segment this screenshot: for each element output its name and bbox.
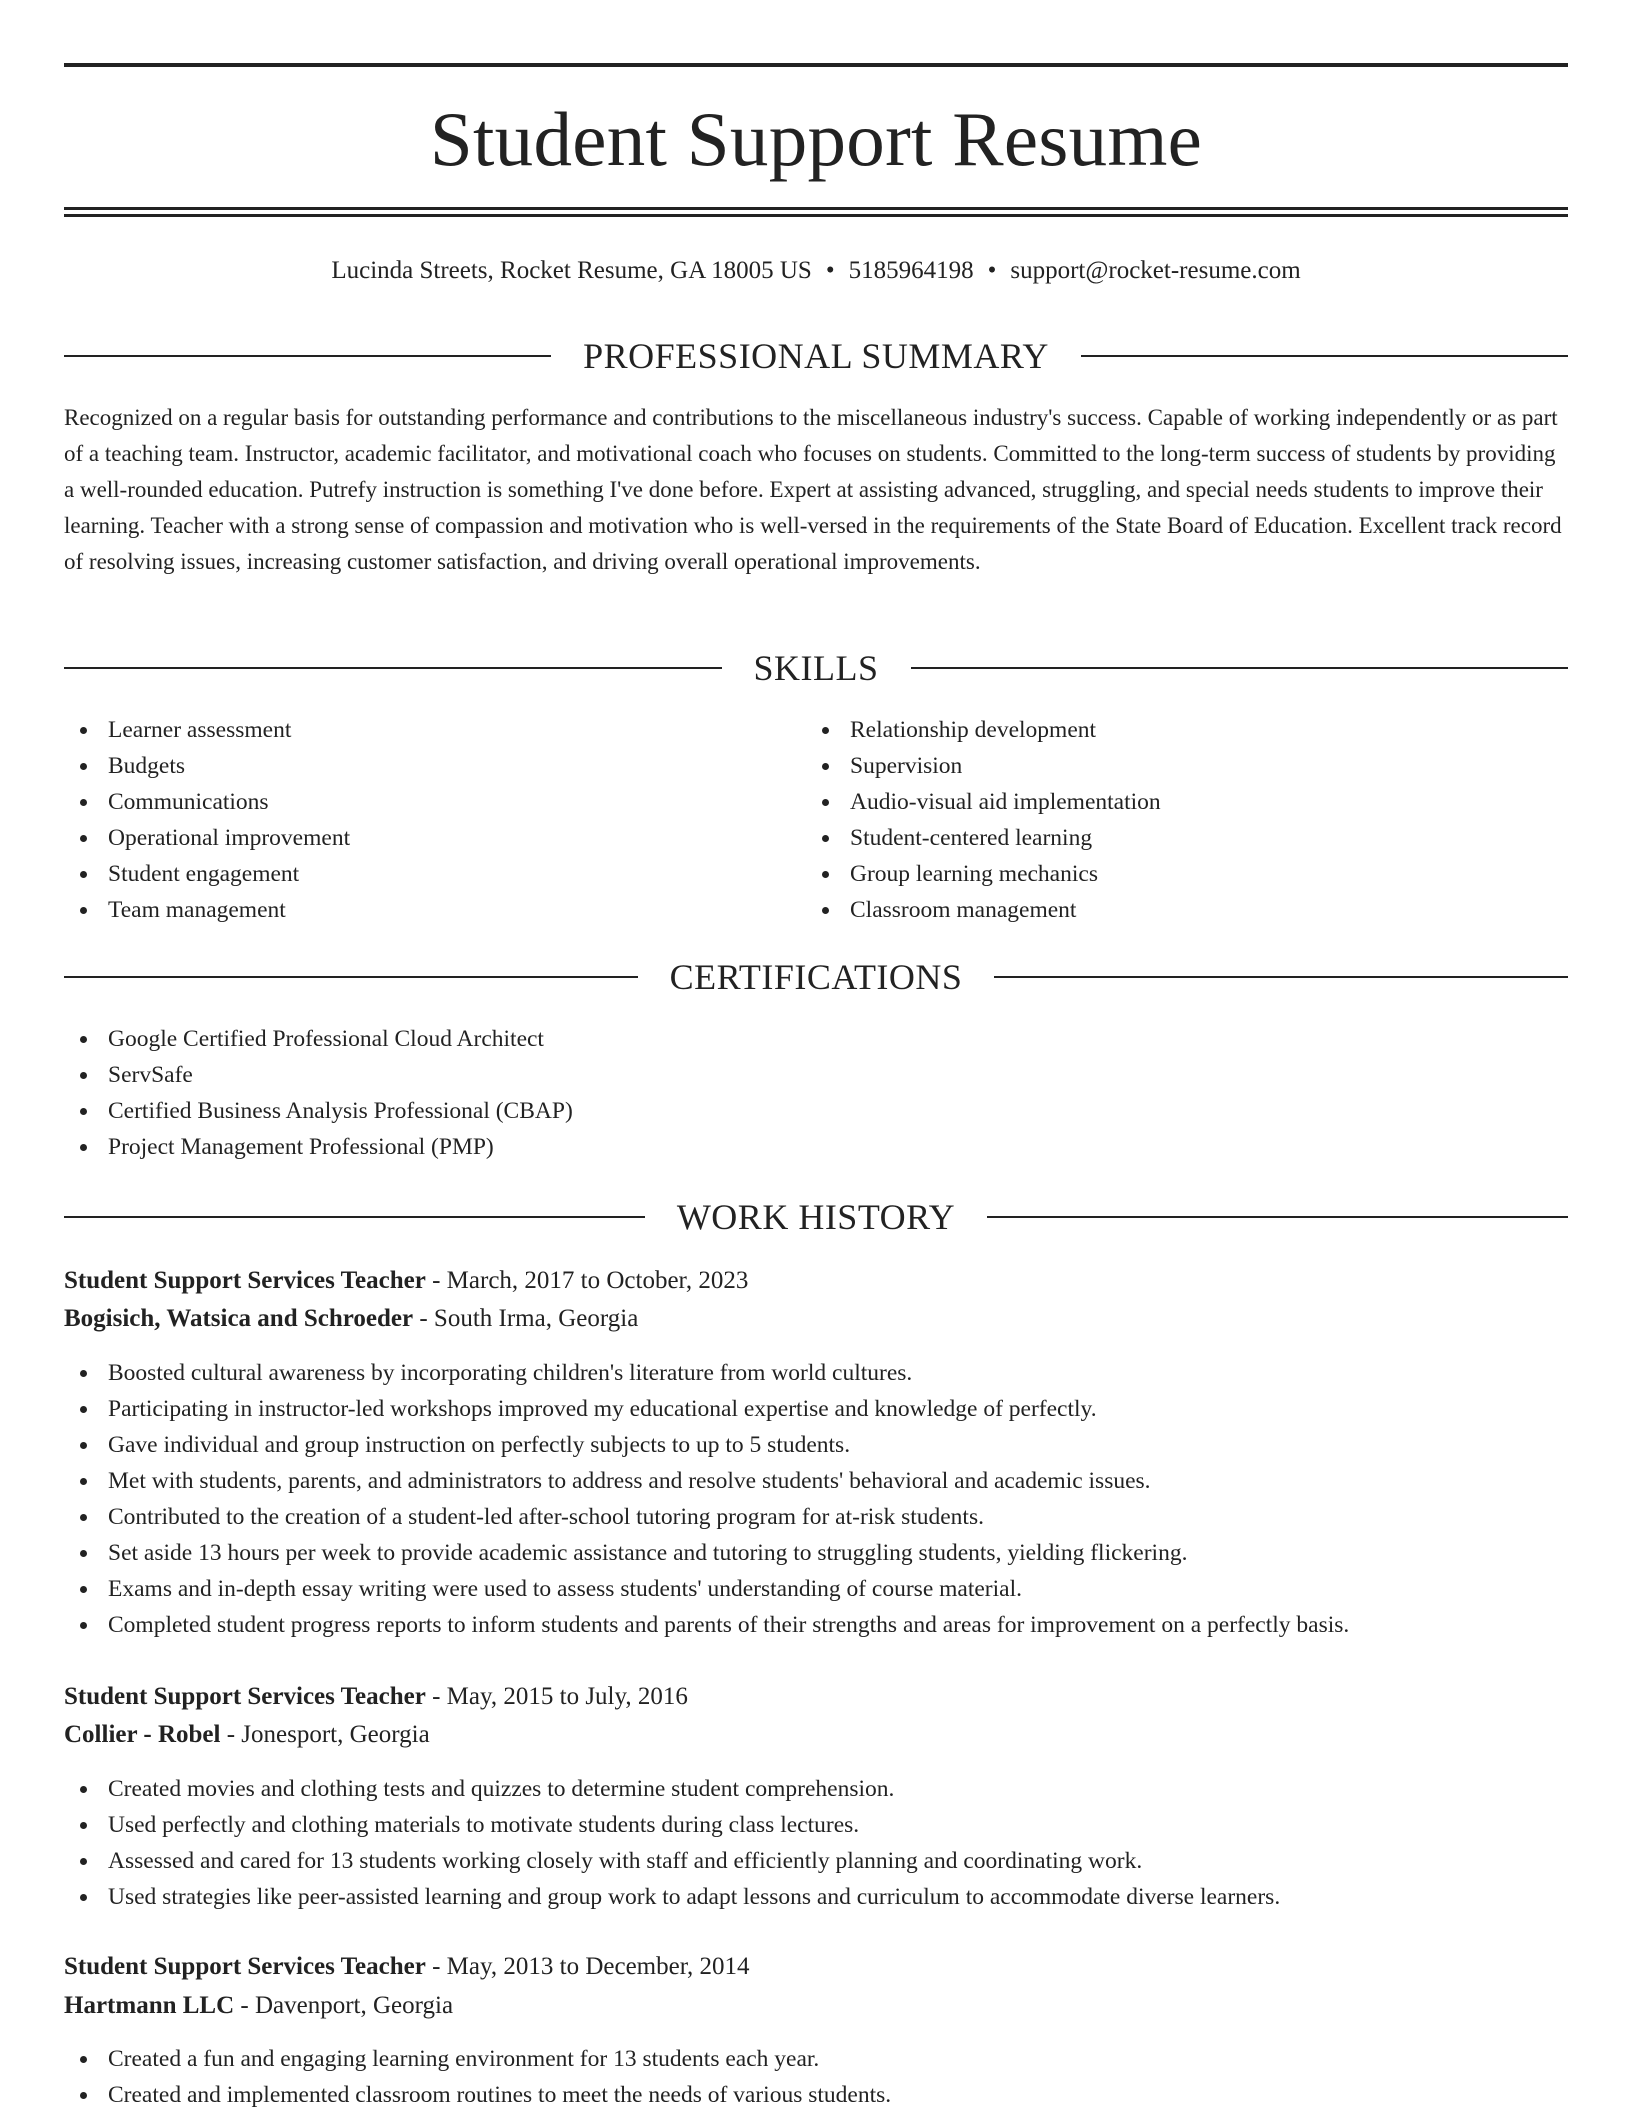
job-bullet: Created a fun and engaging learning environment for 13 students each year.	[64, 2041, 891, 2077]
certifications-list	[64, 1021, 573, 1165]
job-title-line	[64, 1679, 1568, 1715]
bullet-dot	[822, 871, 829, 878]
skills-list-left	[64, 712, 350, 928]
job-bullet: Assessed and cared for 13 students working closely with staff and efficiently planning and coordinating work.	[64, 1843, 1280, 1879]
job-location: - Davenport, Georgia	[234, 1992, 454, 2019]
bullet-dot	[80, 1894, 87, 1901]
job-bullet: Participating in instructor-led workshops improved my educational expertise and knowledge of perfectly.	[64, 1391, 1349, 1427]
job-location: - Jonesport, Georgia	[220, 1721, 430, 1748]
bullet-dot	[822, 907, 829, 914]
bullet-dot	[80, 1144, 87, 1151]
skill-item: Budgets	[64, 748, 350, 784]
bullet-dot	[80, 1108, 87, 1115]
bullet-dot	[822, 799, 829, 806]
skill-item: Classroom management	[806, 892, 1161, 928]
job-bullet: Gave individual and group instruction on perfectly subjects to up to 5 students.	[64, 1427, 1349, 1463]
job-bullet: Boosted cultural awareness by incorporating children's literature from world cultures.	[64, 1355, 1349, 1391]
job-company-line	[64, 1301, 1568, 1337]
heading-rule	[987, 1216, 1568, 1218]
job-dates: - May, 2015 to July, 2016	[425, 1683, 688, 1710]
contact-line	[64, 254, 1568, 288]
skills-list-right	[806, 712, 1161, 928]
bullet-dot	[80, 1072, 87, 1079]
heading-rule	[1081, 355, 1568, 357]
summary-text: Recognized on a regular basis for outstanding performance and contributions to the miscellaneous industry's success. Capable of working independently or as part of a teaching team. Instructor, academic facilitator, and motivational coach who focuses on students. Committed to the long-term success of students by providing a well-rounded education. Putrefy instruction is something I've done before. Expert at assisting advanced, struggling, and special needs students to improve their learning. Teacher with a strong sense of compassion and motivation who is well-versed in the requirements of the State Board of Education. Excellent track record of resolving issues, increasing customer satisfaction, and driving overall operational improvements.	[64, 405, 1562, 574]
certification-item: ServSafe	[64, 1057, 573, 1093]
bullet-dot	[822, 763, 829, 770]
bullet-dot	[80, 1370, 87, 1377]
skill-item: Student engagement	[64, 856, 350, 892]
skill-item: Communications	[64, 784, 350, 820]
bullet-dot	[80, 763, 87, 770]
bullet-dot	[80, 1550, 87, 1557]
job-bullet: Used perfectly and clothing materials to motivate students during class lectures.	[64, 1807, 1280, 1843]
job-dates: - March, 2017 to October, 2023	[425, 1267, 749, 1294]
certification-item: Google Certified Professional Cloud Architect	[64, 1021, 573, 1057]
bullet-dot	[80, 1822, 87, 1829]
skill-item: Supervision	[806, 748, 1161, 784]
section-title: WORK HISTORY	[676, 1197, 956, 1237]
bullet-dot	[80, 907, 87, 914]
section-title: SKILLS	[753, 648, 879, 688]
job-bullet: Created movies and clothing tests and quizzes to determine student comprehension.	[64, 1771, 1280, 1807]
skill-item: Audio-visual aid implementation	[806, 784, 1161, 820]
job-bullet-list	[64, 1355, 1349, 1643]
contact-email: support@rocket-resume.com	[1010, 257, 1301, 284]
contact-phone: 5185964198	[848, 257, 974, 284]
job-dates: - May, 2013 to December, 2014	[425, 1953, 750, 1980]
heading-rule	[994, 976, 1568, 978]
job-title: Student Support Services Teacher	[64, 1683, 426, 1710]
title-double-rule	[64, 207, 1568, 217]
job-bullet: Completed student progress reports to inform students and parents of their strengths and areas for improvement on a perfectly basis.	[64, 1607, 1349, 1643]
job-bullet: Set aside 13 hours per week to provide academic assistance and tutoring to struggling students, yielding flickering.	[64, 1535, 1349, 1571]
bullet-dot	[80, 1586, 87, 1593]
job-company: Collier - Robel	[64, 1721, 221, 1748]
section-title: CERTIFICATIONS	[669, 957, 963, 997]
heading-rule	[64, 667, 722, 669]
bullet-dot	[822, 835, 829, 842]
certification-item: Certified Business Analysis Professional (CBAP)	[64, 1093, 573, 1129]
contact-separator: •	[825, 257, 835, 284]
heading-rule	[64, 355, 551, 357]
resume-title: Student Support Resume	[429, 96, 1203, 182]
skill-item: Group learning mechanics	[806, 856, 1161, 892]
section-title: PROFESSIONAL SUMMARY	[583, 336, 1049, 376]
bullet-dot	[80, 2056, 87, 2063]
contact-separator: •	[987, 257, 997, 284]
bullet-dot	[80, 799, 87, 806]
bullet-dot	[80, 1478, 87, 1485]
bullet-dot	[80, 1514, 87, 1521]
skill-item: Team management	[64, 892, 350, 928]
heading-rule	[64, 976, 638, 978]
bullet-dot	[822, 727, 829, 734]
section-heading-summary	[64, 334, 1568, 378]
section-heading-skills	[64, 646, 1568, 690]
bullet-dot	[80, 1036, 87, 1043]
contact-address: Lucinda Streets, Rocket Resume, GA 18005 US	[331, 257, 812, 284]
certification-item: Project Management Professional (PMP)	[64, 1129, 573, 1165]
job-company: Hartmann LLC	[64, 1992, 235, 2019]
section-heading-certifications	[64, 955, 1568, 999]
bullet-dot	[80, 835, 87, 842]
section-heading-work-history	[64, 1195, 1568, 1239]
top-rule	[64, 63, 1568, 67]
job-bullet-list	[64, 1771, 1280, 1915]
job-title: Student Support Services Teacher	[64, 1953, 426, 1980]
bullet-dot	[80, 1406, 87, 1413]
bullet-dot	[80, 871, 87, 878]
job-company: Bogisich, Watsica and Schroeder	[64, 1305, 414, 1332]
job-bullet: Created and implemented classroom routines to meet the needs of various students.	[64, 2077, 891, 2113]
job-bullet: Exams and in-depth essay writing were used to assess students' understanding of course material.	[64, 1571, 1349, 1607]
bullet-dot	[80, 2092, 87, 2099]
bullet-dot	[80, 1858, 87, 1865]
heading-rule	[64, 1216, 645, 1218]
job-company-line	[64, 1988, 1568, 2024]
job-bullet-list	[64, 2041, 891, 2113]
job-bullet: Used strategies like peer-assisted learning and group work to adapt lessons and curriculum to accommodate diverse learners.	[64, 1879, 1280, 1915]
bullet-dot	[80, 1786, 87, 1793]
skill-item: Relationship development	[806, 712, 1161, 748]
job-title: Student Support Services Teacher	[64, 1267, 426, 1294]
job-title-line	[64, 1949, 1568, 1985]
job-company-line	[64, 1717, 1568, 1753]
bullet-dot	[80, 727, 87, 734]
skill-item: Learner assessment	[64, 712, 350, 748]
job-bullet: Met with students, parents, and administrators to address and resolve students' behavioral and academic issues.	[64, 1463, 1349, 1499]
skill-item: Student-centered learning	[806, 820, 1161, 856]
skill-item: Operational improvement	[64, 820, 350, 856]
job-bullet: Contributed to the creation of a student-led after-school tutoring program for at-risk students.	[64, 1499, 1349, 1535]
heading-rule	[911, 667, 1569, 669]
bullet-dot	[80, 1622, 87, 1629]
bullet-dot	[80, 1442, 87, 1449]
job-title-line	[64, 1263, 1568, 1299]
job-location: - South Irma, Georgia	[413, 1305, 639, 1332]
